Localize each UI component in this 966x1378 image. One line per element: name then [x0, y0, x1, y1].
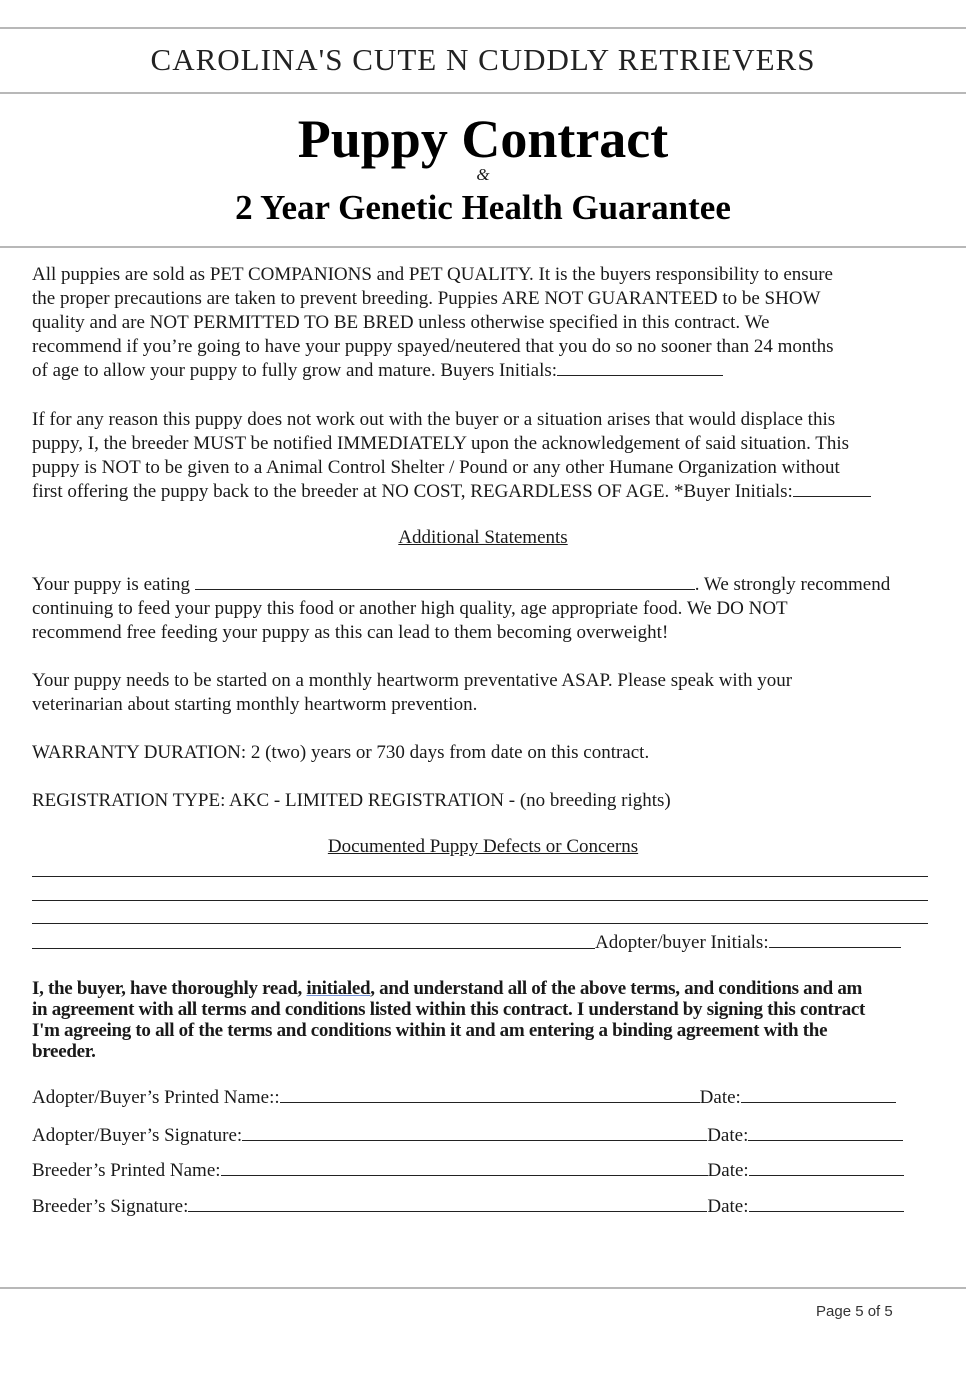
header-rule	[0, 92, 966, 94]
top-rule	[0, 27, 966, 29]
adopter-initials-label: Adopter/buyer Initials:	[595, 932, 769, 953]
breeder-printed-name-field[interactable]	[221, 1159, 708, 1176]
date-label: Date:	[707, 1125, 749, 1146]
page-number: Page 5 of 5	[816, 1303, 893, 1320]
para2-line: puppy, I, the breeder MUST be notified IMMEDIATELY upon the acknowledgement of said situation. This	[32, 433, 850, 454]
para1-line: the proper precautions are taken to prevent breeding. Puppies ARE NOT GUARANTEED to be SHOW	[32, 288, 821, 309]
title-rule	[0, 246, 966, 248]
buyer-initials-field-2[interactable]	[793, 480, 871, 497]
ampersand: &	[476, 165, 490, 184]
defects-line[interactable]	[32, 923, 928, 924]
agreement-text: , and understand all of the above terms, and conditions and am	[370, 978, 863, 999]
defects-line[interactable]	[32, 900, 928, 901]
additional-statements-heading: Additional Statements	[398, 527, 568, 548]
date-field[interactable]	[741, 1086, 896, 1103]
buyer-initials-field[interactable]	[557, 359, 723, 376]
signature-row	[32, 1159, 904, 1183]
food-field[interactable]	[195, 573, 695, 590]
brand-name: CAROLINA'S CUTE N CUDDLY RETRIEVERS	[150, 42, 816, 77]
signature-row	[32, 1124, 903, 1148]
date-field[interactable]	[749, 1159, 904, 1176]
defects-heading: Documented Puppy Defects or Concerns	[327, 836, 639, 857]
date-field[interactable]	[748, 1124, 903, 1141]
defects-line[interactable]	[32, 948, 595, 949]
warranty-duration: WARRANTY DURATION: 2 (two) years or 730 days from date on this contract.	[32, 742, 650, 763]
eating-line: continuing to feed your puppy this food or another high quality, age appropriate food. We DO NOT	[32, 598, 788, 619]
heartworm-line: Your puppy needs to be started on a monthly heartworm preventative ASAP. Please speak with your	[32, 670, 793, 691]
agreement-initialed: initialed	[306, 978, 371, 999]
para1-line: All puppies are sold as PET COMPANIONS and PET QUALITY. It is the buyers responsibility to ensure	[32, 264, 833, 285]
heartworm-line: veterinarian about starting monthly heartworm prevention.	[32, 694, 478, 715]
signature-label: Breeder’s Printed Name:	[32, 1160, 221, 1181]
date-field[interactable]	[749, 1195, 904, 1212]
footer-rule	[0, 1287, 966, 1289]
para1-line	[32, 359, 723, 383]
agreement-line: in agreement with all terms and conditions listed within this contract. I understand by signing this contract	[32, 999, 866, 1020]
agreement-text: I, the buyer, have thoroughly read,	[32, 978, 307, 999]
signature-label: Adopter/Buyer’s Signature:	[32, 1125, 243, 1146]
registration-type: REGISTRATION TYPE: AKC - LIMITED REGISTRATION - (no breeding rights)	[32, 790, 671, 811]
signature-label: Breeder’s Signature:	[32, 1196, 189, 1217]
agreement-line	[32, 978, 862, 999]
eating-line: recommend free feeding your puppy as this can lead to them becoming overweight!	[32, 622, 669, 643]
para2-line: If for any reason this puppy does not work out with the buyer or a situation arises that would displace this	[32, 409, 836, 430]
para1-line: recommend if you’re going to have your puppy spayed/neutered that you do so no sooner than 24 months	[32, 336, 834, 357]
para2-last: first offering the puppy back to the breeder at NO COST, REGARDLESS OF AGE. *Buyer Initials:	[32, 481, 793, 502]
defects-line[interactable]	[32, 876, 928, 877]
signature-label: Adopter/Buyer’s Printed Name::	[32, 1087, 280, 1108]
buyer-printed-name-field[interactable]	[280, 1086, 700, 1103]
adopter-initials-line	[595, 931, 901, 955]
para2-line	[32, 480, 871, 504]
date-label: Date:	[707, 1196, 749, 1217]
page-subtitle: 2 Year Genetic Health Guarantee	[235, 188, 731, 227]
date-label: Date:	[699, 1087, 741, 1108]
eating-prefix: Your puppy is eating	[32, 574, 195, 595]
signature-row	[32, 1086, 896, 1110]
signature-row	[32, 1195, 904, 1219]
agreement-line: breeder.	[32, 1041, 96, 1062]
breeder-signature-field[interactable]	[188, 1195, 707, 1212]
agreement-line: I'm agreeing to all of the terms and conditions within it and am entering a binding agreement with the	[32, 1020, 828, 1041]
para1-line: quality and are NOT PERMITTED TO BE BRED unless otherwise specified in this contract. We	[32, 312, 770, 333]
eating-line	[32, 573, 890, 597]
date-label: Date:	[707, 1160, 749, 1181]
buyer-signature-field[interactable]	[242, 1124, 707, 1141]
para2-line: puppy is NOT to be given to a Animal Control Shelter / Pound or any other Humane Organization without	[32, 457, 840, 478]
page-title: Puppy Contract	[297, 109, 669, 169]
adopter-initials-field[interactable]	[769, 931, 901, 948]
eating-suffix: . We strongly recommend	[694, 574, 891, 595]
para1-last: of age to allow your puppy to fully grow and mature. Buyers Initials:	[32, 360, 558, 381]
